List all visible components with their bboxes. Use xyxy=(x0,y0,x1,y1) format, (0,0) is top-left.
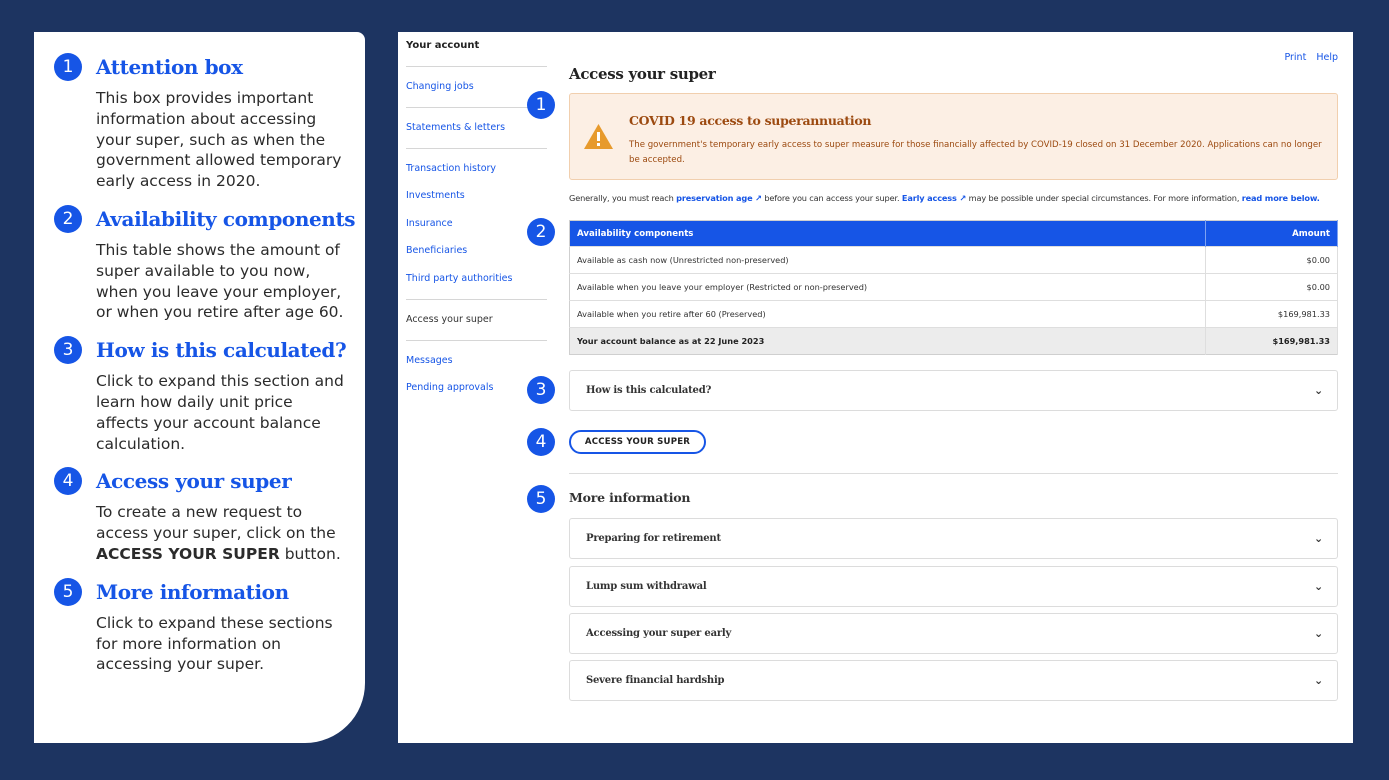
guide-item-availability xyxy=(54,204,356,323)
sidebar-item-third-party[interactable]: Third party authorities xyxy=(406,272,513,284)
guide-title: More information xyxy=(96,579,289,604)
info-text-part: may be possible under special circumstances. For more information, xyxy=(966,193,1242,203)
marker-5: 5 xyxy=(527,485,555,513)
sidebar-item-investments[interactable]: Investments xyxy=(406,190,465,202)
account-screen xyxy=(398,32,1353,743)
attention-box xyxy=(569,93,1338,180)
accordion-financial-hardship[interactable] xyxy=(569,660,1338,701)
marker-2: 2 xyxy=(527,218,555,246)
sidebar-item-beneficiaries[interactable]: Beneficiaries xyxy=(406,245,468,257)
access-your-super-button[interactable]: ACCESS YOUR SUPER xyxy=(569,430,706,454)
guide-title: How is this calculated? xyxy=(96,338,347,363)
info-text xyxy=(569,193,1320,203)
table-row xyxy=(570,274,1338,301)
guide-text-part: To create a new request to access your super, click on the xyxy=(96,503,336,543)
guide-title: Attention box xyxy=(96,55,243,79)
sidebar-item-pending-approvals[interactable]: Pending approvals xyxy=(406,382,494,394)
row-amount: $0.00 xyxy=(1206,247,1338,274)
guide-item-access-super xyxy=(54,466,347,564)
external-link-icon: ↗ xyxy=(752,193,762,203)
availability-table xyxy=(569,220,1338,355)
external-link-icon: ↗ xyxy=(956,193,967,203)
marker-1: 1 xyxy=(527,91,555,119)
sidebar-item-insurance[interactable]: Insurance xyxy=(406,217,453,229)
guide-text: This box provides important information about accessing your super, such as when the government allowed temporary early access in 2020. xyxy=(96,89,342,191)
chevron-down-icon: ⌄ xyxy=(1313,532,1323,545)
row-amount: $0.00 xyxy=(1206,274,1338,301)
row-label: Available when you leave your employer (Restricted or non-preserved) xyxy=(570,274,1206,301)
chevron-down-icon: ⌄ xyxy=(1313,580,1323,593)
info-text-part: Generally, you must reach xyxy=(569,193,677,203)
accordion-preparing-retirement[interactable] xyxy=(569,518,1338,559)
section-divider xyxy=(569,473,1338,474)
read-more-link[interactable]: read more below. xyxy=(1241,193,1320,203)
sidebar-item-transactions[interactable]: Transaction history xyxy=(406,163,497,174)
step-number: 4 xyxy=(54,467,82,495)
guide-text: Click to expand this section and learn how daily unit price affects your account balance calculation. xyxy=(96,372,344,453)
print-link[interactable]: Print xyxy=(1284,52,1307,63)
sidebar-item-messages[interactable]: Messages xyxy=(406,354,453,366)
alert-title: COVID 19 access to superannuation xyxy=(629,113,872,128)
nav-title: Your account xyxy=(406,40,480,51)
step-number: 3 xyxy=(54,336,82,364)
column-header-amount: Amount xyxy=(1206,221,1338,247)
row-label: Available as cash now (Unrestricted non-preserved) xyxy=(570,247,1206,274)
more-information-title: More information xyxy=(569,490,691,505)
info-text-part: before you can access your super. xyxy=(761,193,902,203)
preservation-age-link[interactable]: preservation age xyxy=(676,193,753,203)
accordion-label: Preparing for retirement xyxy=(586,533,721,544)
step-number: 2 xyxy=(54,205,82,233)
guide-item-attention-box xyxy=(54,52,347,192)
accordion-accessing-early[interactable] xyxy=(569,613,1338,654)
how-calculated-accordion[interactable] xyxy=(569,370,1338,411)
guide-item-more-info xyxy=(54,577,347,675)
guide-item-calculated xyxy=(54,335,347,454)
accordion-lump-sum[interactable] xyxy=(569,566,1338,607)
sidebar-item-changing-jobs[interactable]: Changing jobs xyxy=(406,81,474,92)
top-links xyxy=(1277,52,1338,63)
guide-panel xyxy=(34,32,365,743)
sidebar-nav xyxy=(406,32,547,402)
guide-text-part: button. xyxy=(279,544,341,563)
sidebar-item-access-super[interactable]: Access your super xyxy=(406,313,493,325)
sidebar-item-statements[interactable]: Statements & letters xyxy=(406,122,506,133)
guide-title: Availability components xyxy=(96,206,356,231)
step-number: 5 xyxy=(54,578,82,606)
guide-text: Click to expand these sections for more information on accessing your super. xyxy=(96,613,333,674)
accordion-label: How is this calculated? xyxy=(586,385,712,396)
row-label: Available when you retire after 60 (Preserved) xyxy=(570,301,1206,328)
table-row xyxy=(570,301,1338,328)
table-row-total xyxy=(570,328,1338,355)
guide-text-bold: ACCESS YOUR SUPER xyxy=(96,544,280,563)
guide-title: Access your super xyxy=(96,469,292,494)
early-access-link[interactable]: Early access xyxy=(901,193,957,203)
chevron-down-icon: ⌄ xyxy=(1313,627,1323,640)
column-header-components: Availability components xyxy=(570,221,1206,247)
accordion-label: Lump sum withdrawal xyxy=(586,581,707,592)
warning-icon xyxy=(583,123,614,154)
alert-body: The government's temporary early access to super measure for those financially affected by COVID-19 closed on 31 December 2020. Applications can no longer be accepted. xyxy=(629,140,1322,165)
marker-4: 4 xyxy=(527,428,555,456)
guide-text xyxy=(96,502,347,564)
help-link[interactable]: Help xyxy=(1316,52,1338,63)
accordion-label: Severe financial hardship xyxy=(586,675,725,686)
total-amount: $169,981.33 xyxy=(1206,328,1338,355)
guide-text: This table shows the amount of super available to you now, when you leave your employer, or when you retire after age 60. xyxy=(96,240,344,322)
chevron-down-icon: ⌄ xyxy=(1313,384,1323,397)
step-number: 1 xyxy=(54,53,82,81)
nav-gap xyxy=(406,292,547,299)
page-title: Access your super xyxy=(569,65,716,83)
accordion-label: Accessing your super early xyxy=(586,628,732,639)
table-row xyxy=(570,247,1338,274)
row-amount: $169,981.33 xyxy=(1206,301,1338,328)
chevron-down-icon: ⌄ xyxy=(1313,674,1323,687)
marker-3: 3 xyxy=(527,376,555,404)
total-label: Your account balance as at 22 June 2023 xyxy=(570,328,1206,355)
